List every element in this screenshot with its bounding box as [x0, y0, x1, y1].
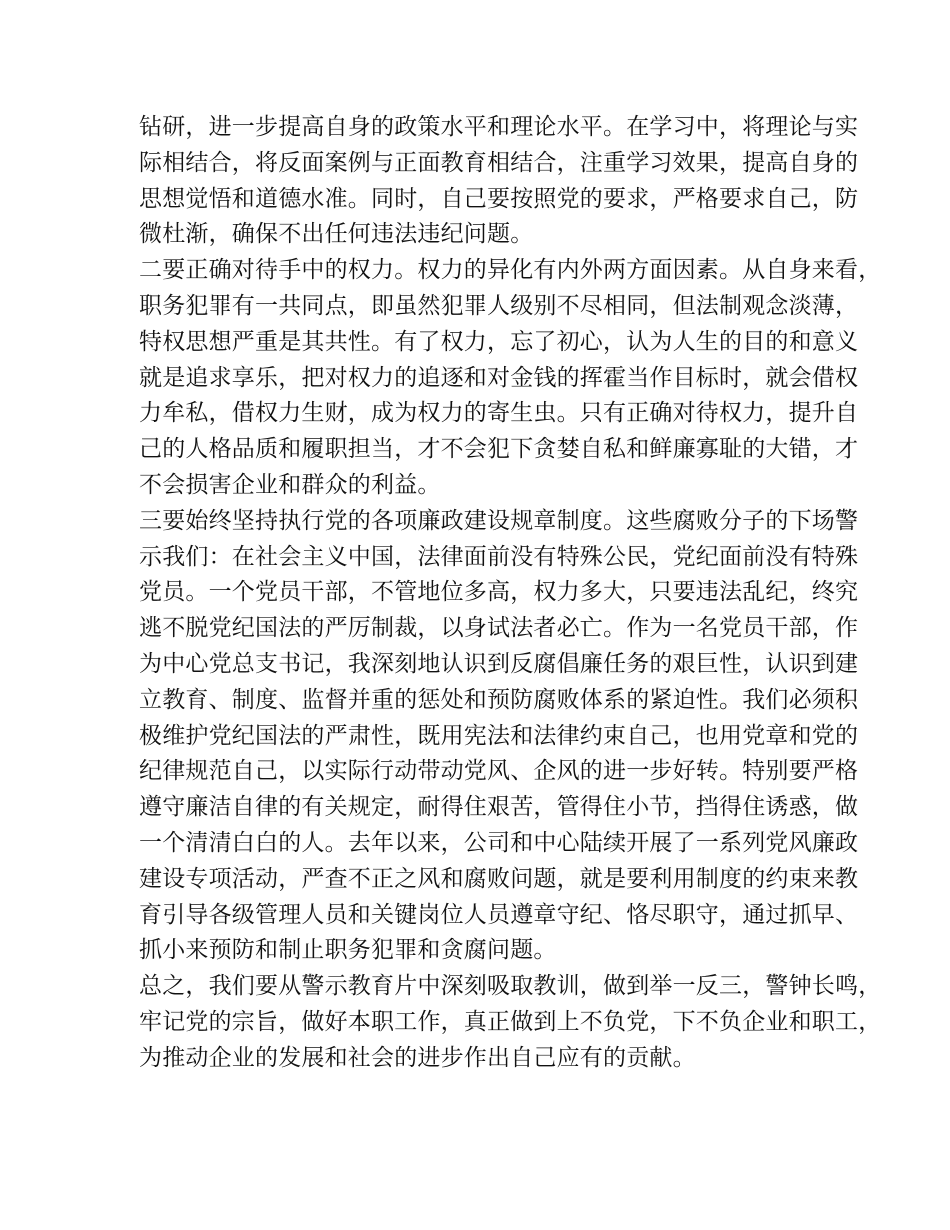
paragraph-line: 不会损害企业和群众的利益。: [139, 471, 441, 498]
paragraph: [139, 969, 882, 1076]
paragraph-line: 遵守廉洁自律的有关规定，耐得住艰苦，管得住小节，挡得住诱惑，做: [139, 794, 859, 821]
paragraph-line: 力牟私，借权力生财，成为权力的寄生虫。只有正确对待权力，提升自: [139, 400, 859, 427]
paragraph-line: 职务犯罪有一共同点，即虽然犯罪人级别不尽相同，但法制观念淡薄，: [139, 292, 859, 319]
paragraph-line: 为推动企业的发展和社会的进步作出自己应有的贡献。: [139, 1044, 696, 1071]
paragraph-line: 总之，我们要从警示教育片中深刻吸取教训，做到举一反三，警钟长鸣，: [139, 973, 882, 1000]
paragraph-line: 己的人格品质和履职担当，才不会犯下贪婪自私和鲜廉寡耻的大错，才: [139, 436, 859, 463]
paragraph-line: 思想觉悟和道德水准。同时，自己要按照党的要求，严格要求自己，防: [139, 185, 859, 212]
paragraph-line: 钻研，进一步提高自身的政策水平和理论水平。在学习中，将理论与实: [139, 114, 859, 140]
paragraph-line: 立教育、制度、监督并重的惩处和预防腐败体系的紧迫性。我们必须积: [139, 686, 859, 713]
document-body: [139, 110, 882, 1077]
paragraph-line: 党员。一个党员干部，不管地位多高，权力多大，只要违法乱纪，终究: [139, 579, 859, 606]
paragraph-line: 示我们：在社会主义中国，法律面前没有特殊公民，党纪面前没有特殊: [139, 543, 859, 570]
paragraph: [139, 253, 882, 504]
paragraph-line: 二要正确对待手中的权力。权力的异化有内外两方面因素。从自身来看，: [139, 257, 882, 284]
paragraph: [139, 110, 859, 253]
paragraph-line: 三要始终坚持执行党的各项廉政建设规章制度。这些腐败分子的下场警: [139, 507, 859, 534]
paragraph-line: 建设专项活动，严查不正之风和腐败问题，就是要利用制度的约束来教: [139, 865, 859, 892]
paragraph-line: 抓小来预防和制止职务犯罪和贪腐问题。: [139, 937, 557, 964]
paragraph-line: 际相结合，将反面案例与正面教育相结合，注重学习效果，提高自身的: [139, 149, 859, 176]
paragraph-line: 微杜渐，确保不出任何违法违纪问题。: [139, 221, 534, 248]
paragraph-line: 为中心党总支书记，我深刻地认识到反腐倡廉任务的艰巨性，认识到建: [139, 650, 859, 677]
paragraph-line: 极维护党纪国法的严肃性，既用宪法和法律约束自己，也用党章和党的: [139, 722, 859, 749]
paragraph: [139, 504, 859, 969]
paragraph-line: 一个清清白白的人。去年以来，公司和中心陆续开展了一系列党风廉政: [139, 829, 859, 856]
paragraph-line: 纪律规范自己，以实际行动带动党风、企风的进一步好转。特别要严格: [139, 758, 859, 785]
paragraph-line: 逃不脱党纪国法的严厉制裁，以身试法者必亡。作为一名党员干部，作: [139, 615, 859, 642]
paragraph-line: 就是追求享乐，把对权力的追逐和对金钱的挥霍当作目标时，就会借权: [139, 364, 859, 391]
paragraph-line: 育引导各级管理人员和关键岗位人员遵章守纪、恪尽职守，通过抓早、: [139, 901, 859, 928]
paragraph-line: 特权思想严重是其共性。有了权力，忘了初心，认为人生的目的和意义: [139, 328, 859, 355]
paragraph-line: 牢记党的宗旨，做好本职工作，真正做到上不负党，下不负企业和职工，: [139, 1008, 882, 1035]
